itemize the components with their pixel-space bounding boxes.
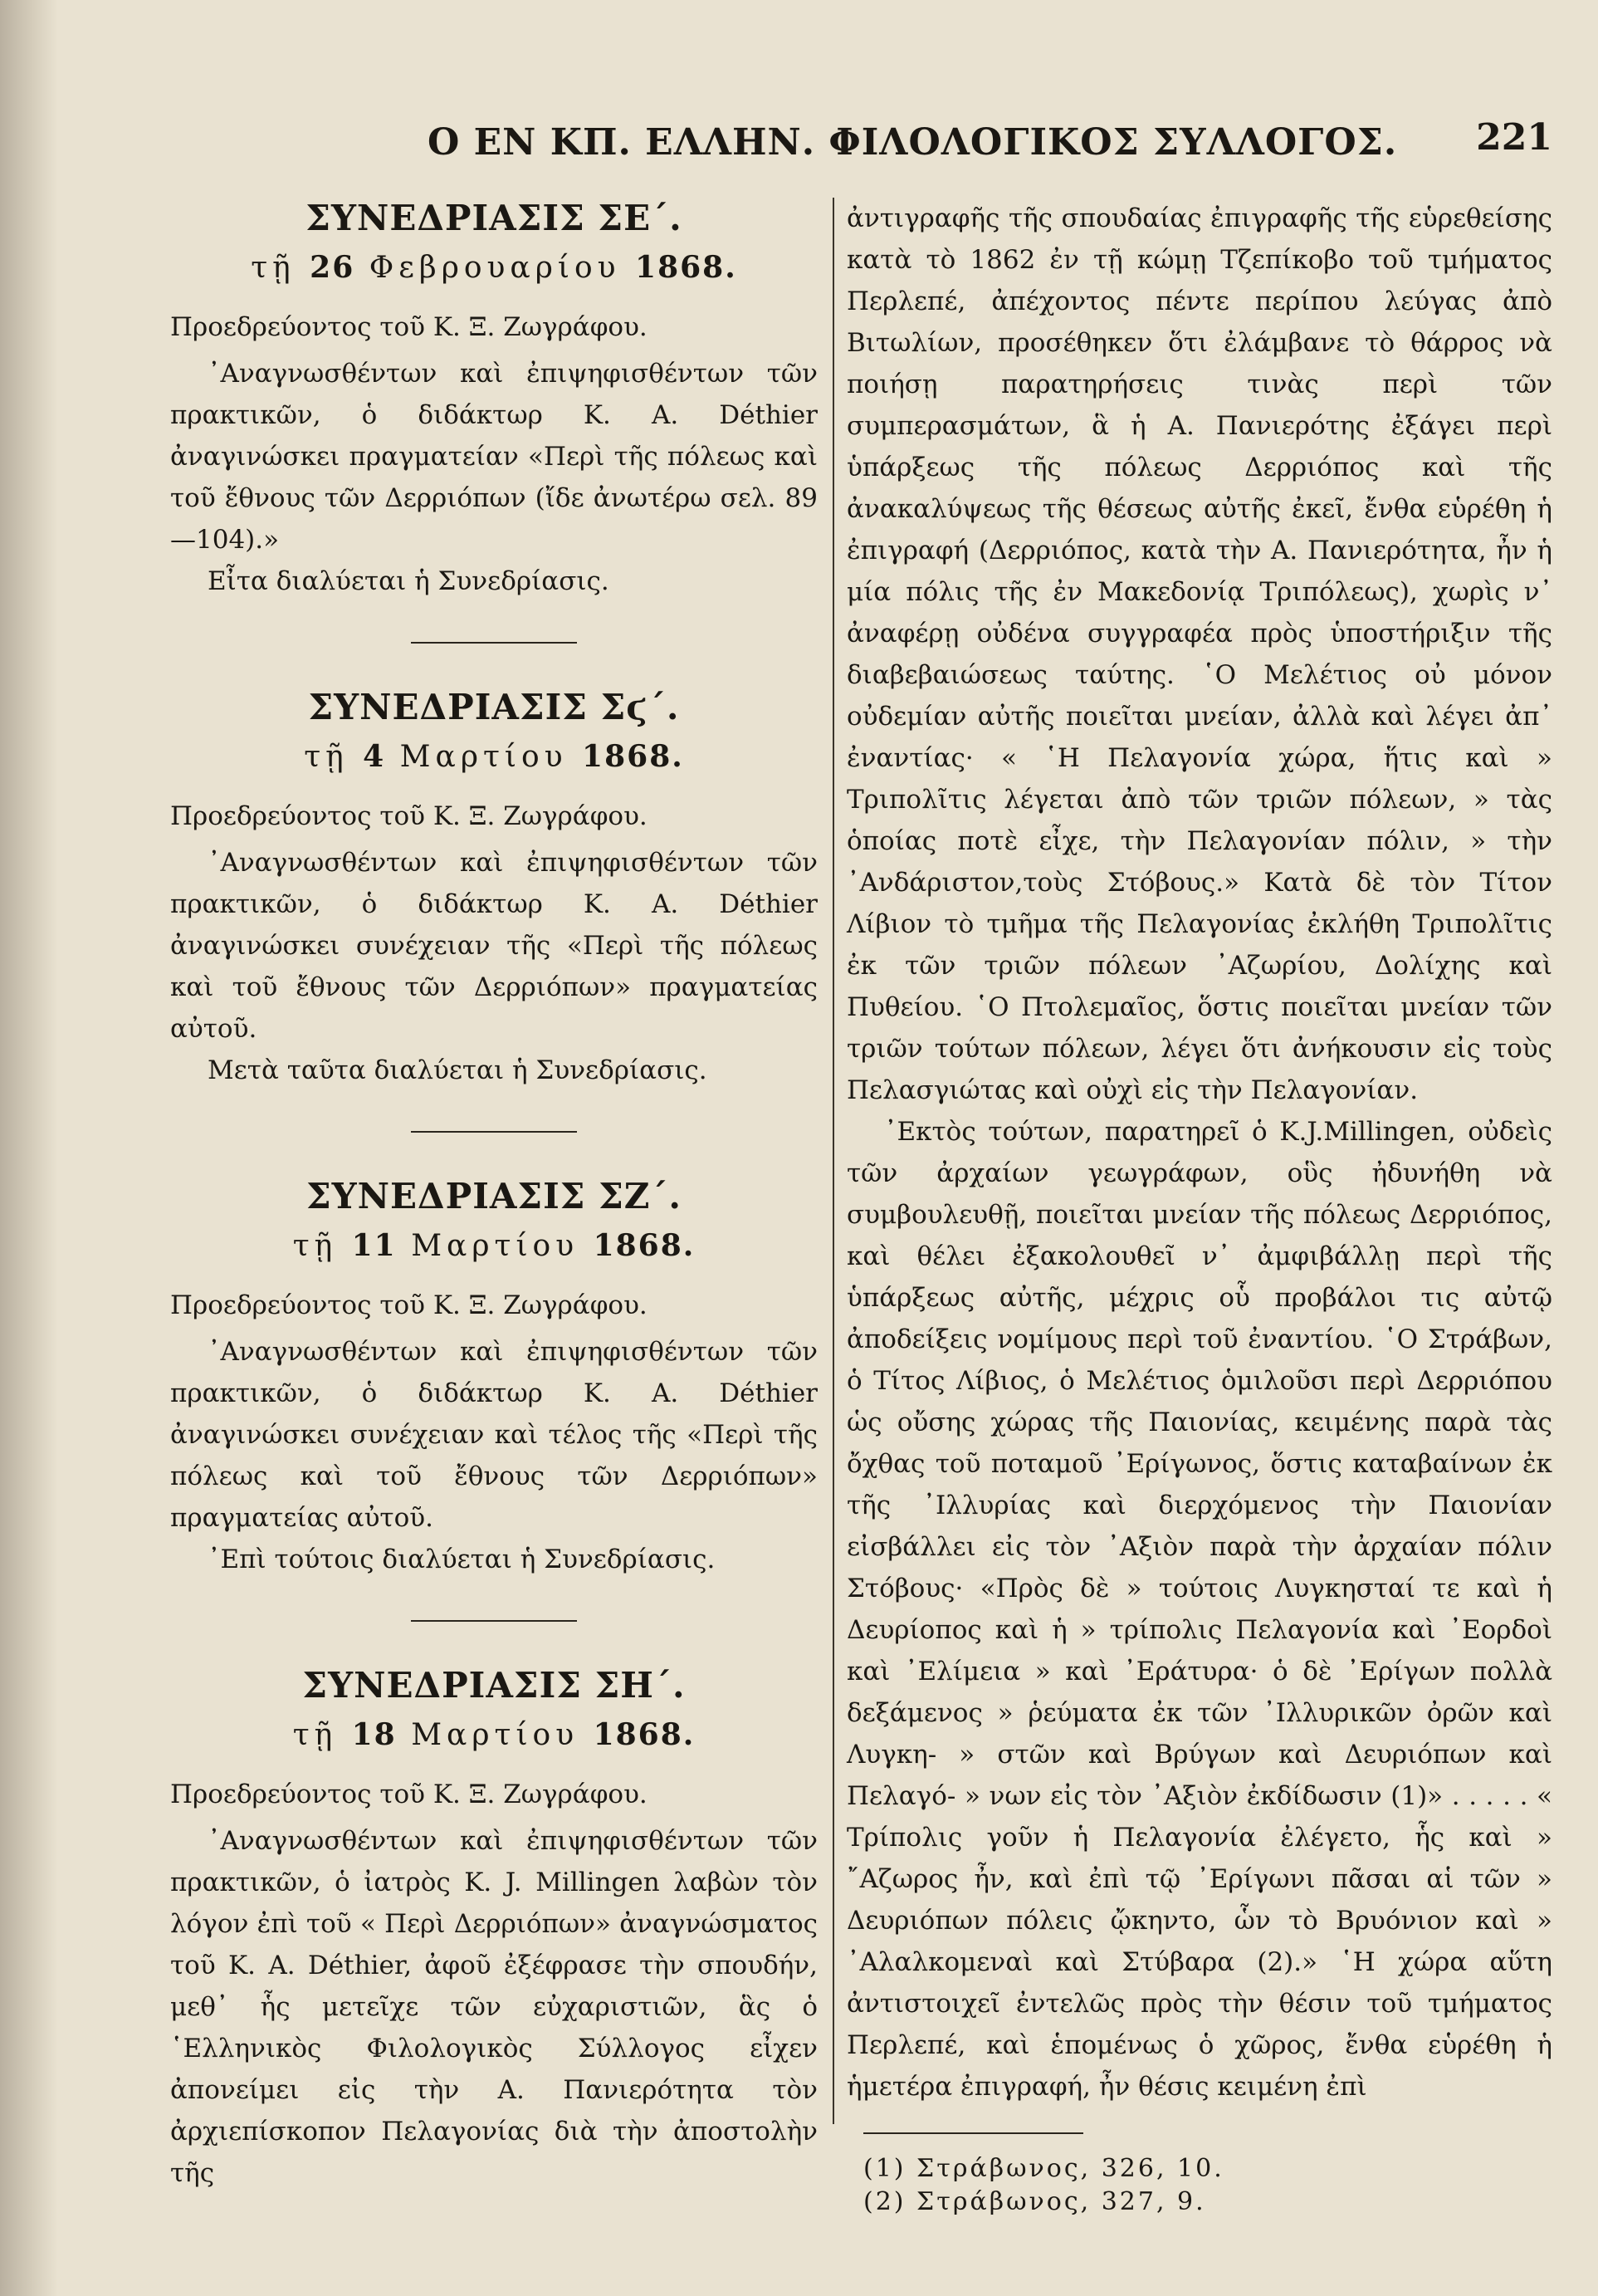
date-day: 26 [310, 250, 355, 285]
page-binding-shadow [0, 0, 58, 2296]
date-prefix: τῇ [304, 740, 349, 774]
right-paragraph-1: ἀντιγραφῆς τῆς σπουδαίας ἐπιγραφῆς τῆς εὑρεθείσης κατὰ τὸ 1862 ἐν τῇ κώμῃ Τζεπίκοβο τοῦ τμήματος Περλεπέ, ἀπέχοντος πέντε περίπου λεύγας ἀπὸ Βιτωλίων, προσέθηκεν ὅτι ἐλάμβανε τὸ θάρρος νὰ ποιήσῃ παρατηρήσεις τινὰς περὶ τῶν συμπερασμάτων, ἃ ἡ Α. Πανιερότης ἐξάγει περὶ ὑπάρξεως τῆς πόλεως Δερριόπος καὶ τῆς ἀνακαλύψεως τῆς θέσεως αὐτῆς ἐκεῖ, ἔνθα εὑρέθη ἡ ἐπιγραφή (Δερριόπος, κατὰ τὴν Α. Πανιερότητα, ἦν ἡ μία πόλις τῆς ἐν Μακεδονίᾳ Τριπόλεως), χωρὶς ν᾿ ἀναφέρῃ οὐδένα συγγραφέα πρὸς ὑποστήριξιν τῆς διαβεβαιώσεως ταύτης. ῾Ο Μελέτιος οὐ μόνον οὐδεμίαν αὐτῆς ποιεῖται μνείαν, ἀλλὰ καὶ λέγει ἀπ᾿ ἐναντίας· « ῾Η Πελαγονία χώρα, ἥτις καὶ » Τριπολῖτις λέγεται ἀπὸ τῶν τριῶν πόλεων, » τὰς ὁποίας ποτὲ εἶχε, τὴν Πελαγονίαν πόλιν, » τὴν ᾿Ανδάριστον,τοὺς Στόβους.» Κατὰ δὲ τὸν Τίτον Λίβιον τὸ τμῆμα τῆς Πελαγονίας ἐκλήθη Τριπολῖτις ἐκ τῶν τριῶν πόλεων ᾿Αζωρίου, Δολίχης καὶ Πυθείου. ῾Ο Πτολεμαῖος, ὅστις ποιεῖται μνείαν τῶν τριῶν τούτων πόλεων, λέγει ὅτι ἀνήκουσιν εἰς τοὺς Πελασγιώτας καὶ οὐχὶ εἰς τὴν Πελαγονίαν. [847, 203, 1552, 1105]
date-year: 1868. [593, 1228, 696, 1263]
session-title: ΣΥΝΕΔΡΙΑΣΙΣ ΣΗ΄. [302, 1665, 686, 1706]
date-month: Μαρτίου [411, 1229, 579, 1263]
date-day: 18 [351, 1717, 397, 1752]
session-closing: ᾿Επὶ τούτοις διαλύεται ἡ Συνεδρίασις. [208, 1545, 716, 1574]
session-block [170, 198, 818, 602]
date-day: 11 [351, 1228, 397, 1263]
session-date [170, 1228, 818, 1263]
right-column [847, 198, 1552, 2219]
session-block [170, 687, 818, 1091]
section-separator [411, 1620, 577, 1622]
date-year: 1868. [593, 1717, 696, 1752]
date-month: Φεβρουαρίου [369, 251, 621, 285]
date-month: Μαρτίου [399, 740, 568, 774]
column-divider [833, 198, 834, 2124]
section-separator [411, 642, 577, 644]
session-body: ᾿Αναγνωσθέντων καὶ ἐπιψηφισθέντων τῶν πρακτικῶν, ὁ διδάκτωρ Κ. Α. Déthier ἀναγινώσκει συνέχειαν τῆς «Περὶ τῆς πόλεως καὶ τοῦ ἔθνους τῶν Δερριόπων» πραγματείας αὐτοῦ. [170, 848, 818, 1044]
section-separator [411, 1131, 577, 1133]
date-year: 1868. [582, 739, 684, 774]
session-block [170, 1665, 818, 2194]
session-closing: Εἶτα διαλύεται ἡ Συνεδρίασις. [208, 566, 609, 596]
session-chair: Προεδρεύοντος τοῦ Κ. Ξ. Ζωγράφου. [170, 1780, 648, 1809]
left-column [170, 198, 818, 2217]
date-prefix: τῇ [292, 1229, 338, 1263]
session-chair: Προεδρεύοντος τοῦ Κ. Ξ. Ζωγράφου. [170, 1290, 648, 1320]
date-year: 1868. [635, 250, 737, 285]
date-prefix: τῇ [292, 1718, 338, 1752]
footnote-1: (1) Στράβωνος, 326, 10. [863, 2154, 1224, 2183]
session-title: ΣΥΝΕΔΡΙΑΣΙΣ Σϛ΄. [308, 687, 680, 727]
right-paragraph-2: ᾿Εκτὸς τούτων, παρατηρεῖ ὁ Κ.J.Millingen, οὐδεὶς τῶν ἀρχαίων γεωγράφων, οὓς ἠδυνήθη νὰ συμβουλευθῇ, ποιεῖται μνείαν τῆς πόλεως Δερριόπος, καὶ θέλει ἐξακολουθεῖ ν᾿ ἀμφιβάλλῃ περὶ τῆς ὑπάρξεως αὐτῆς, μέχρις οὗ προβάλοι τις αὐτῷ ἀποδείξεις νομίμους περὶ τοῦ ἐναντίου. ῾Ο Στράβων, ὁ Τίτος Λίβιος, ὁ Μελέτιος ὁμιλοῦσι περὶ Δερριόπου ὡς οὔσης χώρας τῆς Παιονίας, κειμένης παρὰ τὰς ὄχθας τοῦ ποταμοῦ ᾿Ερίγωνος, ὅστις καταβαίνων ἐκ τῆς ᾿Ιλλυρίας καὶ διερχόμενος τὴν Παιονίαν εἰσβάλλει εἰς τὸν ᾿Αξιὸν παρὰ τὴν ἀρχαίαν πόλιν Στόβους· «Πρὸς δὲ » τούτοις Λυγκησταί τε καὶ ἡ Δευρίοπος καὶ ἡ » τρίπολις Πελαγονία καὶ ᾿Εορδοὶ καὶ ᾿Ελίμεια » καὶ ᾿Εράτυρα· ὁ δὲ ᾿Ερίγων πολλὰ δεξάμενος » ῥεύματα ἐκ τῶν ᾿Ιλλυρικῶν ὀρῶν καὶ Λυγκη- » στῶν καὶ Βρύγων καὶ Δευριόπων καὶ Πελαγό- » νων εἰς τὸν ᾿Αξιὸν ἐκδίδωσιν (1)» . . . . . « Τρίπολις γοῦν ἡ Πελαγονία ἐλέγετο, ἧς καὶ » ῎Αζωρος ἦν, καὶ ἐπὶ τῷ ᾿Ερίγωνι πᾶσαι αἱ τῶν » Δευριόπων πόλεις ᾤκηντο, ὧν τὸ Βρυόνιον καὶ » ᾿Αλαλκομεναὶ καὶ Στύβαρα (2).» ῾Η χώρα αὕτη ἀντιστοιχεῖ ἐντελῶς πρὸς τὴν θέσιν τοῦ τμήματος Περλεπέ, καὶ ἑπομένως ὁ χῶρος, ἔνθα εὑρέθη ἡ ἡμετέρα ἐπιγραφή, ἦν θέσις κειμένη ἐπὶ [847, 1117, 1552, 2102]
running-title: Ο ΕΝ ΚΠ. ΕΛΛΗΝ. ΦΙΛΟΛΟΓΙΚΟΣ ΣΥΛΛΟΓΟΣ. [428, 121, 1398, 164]
footnote-rule [863, 2132, 1083, 2134]
session-body: ᾿Αναγνωσθέντων καὶ ἐπιψηφισθέντων τῶν πρακτικῶν, ὁ διδάκτωρ Κ. Α. Déthier ἀναγινώσκει πραγματείαν «Περὶ τῆς πόλεως καὶ τοῦ ἔθνους τῶν Δερριόπων (ἴδε ἀνωτέρω σελ. 89 —104).» [170, 359, 818, 555]
date-month: Μαρτίου [411, 1718, 579, 1752]
session-title: ΣΥΝΕΔΡΙΑΣΙΣ ΣΖ΄. [305, 1176, 682, 1217]
session-body: ᾿Αναγνωσθέντων καὶ ἐπιψηφισθέντων τῶν πρακτικῶν, ὁ ἰατρὸς Κ. J. Millingen λαβὼν τὸν λόγον ἐπὶ τοῦ « Περὶ Δερριόπων» ἀναγνώσματος τοῦ Κ. Α. Déthier, ἀφοῦ ἐξέφρασε τὴν σπουδήν, μεθ᾿ ἧς μετεῖχε τῶν εὐχαριστιῶν, ἃς ὁ ῾Ελληνικὸς Φιλολογικὸς Σύλλογος εἶχεν ἀπονείμει εἰς τὴν Α. Πανιερότητα τὸν ἀρχιεπίσκοπον Πελαγονίας διὰ τὴν ἀποστολὴν τῆς [170, 1826, 818, 2188]
session-title: ΣΥΝΕΔΡΙΑΣΙΣ ΣΕ΄. [305, 198, 682, 238]
session-body: ᾿Αναγνωσθέντων καὶ ἐπιψηφισθέντων τῶν πρακτικῶν, ὁ διδάκτωρ Κ. Α. Déthier ἀναγινώσκει συνέχειαν καὶ τέλος τῆς «Περὶ τῆς πόλεως καὶ τοῦ ἔθνους τῶν Δερριόπων» πραγματείας αὐτοῦ. [170, 1337, 818, 1533]
page-number: 221 [1476, 116, 1552, 159]
book-page [170, 116, 1552, 2250]
footnote-2: (2) Στράβωνος, 327, 9. [863, 2187, 1206, 2216]
session-chair: Προεδρεύοντος τοῦ Κ. Ξ. Ζωγράφου. [170, 801, 648, 831]
session-block [170, 1176, 818, 1580]
session-date [170, 1717, 818, 1752]
session-date [170, 250, 818, 285]
date-day: 4 [363, 739, 386, 774]
running-head [170, 116, 1552, 174]
session-chair: Προεδρεύοντος τοῦ Κ. Ξ. Ζωγράφου. [170, 312, 648, 342]
date-prefix: τῇ [251, 251, 296, 285]
session-date [170, 739, 818, 774]
session-closing: Μετὰ ταῦτα διαλύεται ἡ Συνεδρίασις. [208, 1055, 707, 1085]
